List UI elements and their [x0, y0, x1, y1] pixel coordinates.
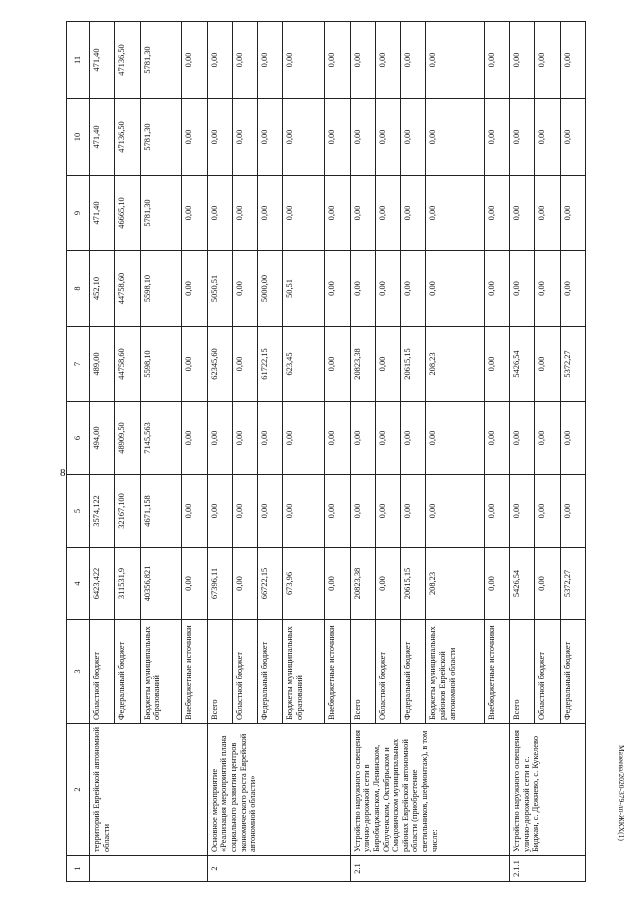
amount-cell: 0,00 [510, 22, 535, 99]
activity-name-cell: Устройство наружного освещения улично-дорожной сети в с. Биджан, с. Дежнево, с. Кукелево [510, 724, 586, 856]
page-number: 8 [60, 467, 66, 479]
funding-source-cell: Внебюджетные источники [325, 620, 350, 724]
amount-cell: 0,00 [207, 475, 232, 548]
amount-cell: 0,00 [484, 251, 509, 327]
item-number-cell: 2.1 [350, 856, 510, 882]
amount-cell: 0,00 [375, 99, 400, 176]
amount-cell: 311531,9 [115, 548, 140, 620]
amount-cell: 0,00 [232, 22, 257, 99]
table-row [350, 22, 375, 882]
funding-source-cell: Федеральный бюджет [258, 620, 283, 724]
amount-cell: 0,00 [325, 176, 350, 251]
amount-cell: 0,00 [484, 475, 509, 548]
amount-cell: 0,00 [325, 99, 350, 176]
header-cell: 9 [67, 176, 90, 251]
funding-source-cell: Внебюджетные источники [484, 620, 509, 724]
header-cell: 6 [67, 402, 90, 475]
amount-cell: 0,00 [232, 327, 257, 402]
amount-cell: 5781,30 [140, 176, 182, 251]
funding-source-cell: Федеральный бюджет [115, 620, 140, 724]
amount-cell: 0,00 [535, 99, 560, 176]
amount-cell: 0,00 [350, 99, 375, 176]
amount-cell: 0,00 [535, 327, 560, 402]
amount-cell: 0,00 [375, 176, 400, 251]
amount-cell: 0,00 [283, 402, 325, 475]
amount-cell: 0,00 [401, 99, 426, 176]
amount-cell: 0,00 [232, 548, 257, 620]
header-cell: 1 [67, 856, 90, 882]
amount-cell: 0,00 [258, 475, 283, 548]
header-cell: 4 [67, 548, 90, 620]
header-row [67, 22, 90, 882]
header-cell: 5 [67, 475, 90, 548]
funding-source-cell: Федеральный бюджет [560, 620, 585, 724]
amount-cell: 0,00 [325, 327, 350, 402]
amount-cell: 0,00 [325, 251, 350, 327]
amount-cell: 0,00 [510, 402, 535, 475]
amount-cell: 5781,30 [140, 22, 182, 99]
amount-cell: 0,00 [232, 402, 257, 475]
header-cell: 11 [67, 22, 90, 99]
amount-cell: 20823,38 [350, 548, 375, 620]
funding-source-cell: Всего [350, 620, 375, 724]
amount-cell: 0,00 [232, 176, 257, 251]
amount-cell: 47136,50 [115, 22, 140, 99]
amount-cell: 3574,122 [90, 475, 115, 548]
amount-cell: 44758,60 [115, 251, 140, 327]
amount-cell: 0,00 [350, 402, 375, 475]
amount-cell: 0,00 [182, 176, 207, 251]
amount-cell: 0,00 [484, 402, 509, 475]
amount-cell: 4671,158 [140, 475, 182, 548]
item-number-cell [90, 856, 208, 882]
amount-cell: 0,00 [325, 475, 350, 548]
amount-cell: 0,00 [426, 402, 485, 475]
amount-cell: 0,00 [232, 475, 257, 548]
amount-cell: 0,00 [375, 475, 400, 548]
funding-source-cell: Бюджеты муниципальных образований [283, 620, 325, 724]
amount-cell: 0,00 [510, 99, 535, 176]
amount-cell: 0,00 [560, 176, 585, 251]
amount-cell: 67396,11 [207, 548, 232, 620]
document-footer-code: Мазеева/2020-379-лп-ЖКХ(1) [617, 745, 626, 841]
amount-cell: 0,00 [182, 251, 207, 327]
amount-cell: 0,00 [401, 176, 426, 251]
amount-cell: 0,00 [401, 251, 426, 327]
amount-cell: 0,00 [401, 475, 426, 548]
amount-cell: 0,00 [375, 402, 400, 475]
amount-cell: 0,00 [535, 251, 560, 327]
amount-cell: 0,00 [182, 548, 207, 620]
amount-cell: 0,00 [535, 176, 560, 251]
amount-cell: 0,00 [182, 402, 207, 475]
activity-name-cell: Основное мероприятие «Реализация мероприятий плана социального развития центров экономического роста Еврейской автономной области» [207, 724, 350, 856]
amount-cell: 61722,15 [258, 327, 283, 402]
header-cell: 3 [67, 620, 90, 724]
amount-cell: 0,00 [325, 22, 350, 99]
amount-cell: 623,45 [283, 327, 325, 402]
amount-cell: 0,00 [535, 548, 560, 620]
funding-source-cell: Бюджеты муниципальных образований [140, 620, 182, 724]
amount-cell: 20823,38 [350, 327, 375, 402]
table-row [90, 22, 115, 882]
amount-cell: 0,00 [401, 402, 426, 475]
amount-cell: 0,00 [535, 475, 560, 548]
amount-cell: 0,00 [258, 176, 283, 251]
amount-cell: 0,00 [232, 99, 257, 176]
amount-cell: 0,00 [182, 475, 207, 548]
amount-cell: 0,00 [207, 22, 232, 99]
amount-cell: 0,00 [258, 22, 283, 99]
funding-source-cell: Областной бюджет [375, 620, 400, 724]
amount-cell: 0,00 [426, 176, 485, 251]
funding-source-cell: Бюджеты муниципальных районов Еврейской автономной области [426, 620, 485, 724]
activity-name-cell: Устройство наружного освещения улично-дорожной сети в Биробиджанском, Ленинском, Облученском, Октябрьском и Смидовичском муниципальных районах Еврейской автономной области (приобретение светильников, шефмонтаж), в том числе: [350, 724, 510, 856]
table-row [510, 22, 535, 882]
amount-cell: 5426,54 [510, 548, 535, 620]
amount-cell: 0,00 [484, 22, 509, 99]
amount-cell: 0,00 [375, 251, 400, 327]
amount-cell: 0,00 [258, 99, 283, 176]
amount-cell: 62345,60 [207, 327, 232, 402]
funding-source-cell: Всего [207, 620, 232, 724]
amount-cell: 40356,821 [140, 548, 182, 620]
amount-cell: 0,00 [510, 475, 535, 548]
amount-cell: 0,00 [560, 22, 585, 99]
amount-cell: 0,00 [207, 176, 232, 251]
amount-cell: 7145,563 [140, 402, 182, 475]
amount-cell: 0,00 [283, 475, 325, 548]
amount-cell: 0,00 [207, 402, 232, 475]
amount-cell: 0,00 [401, 22, 426, 99]
amount-cell: 0,00 [375, 548, 400, 620]
amount-cell: 66722,15 [258, 548, 283, 620]
rotated-table-container [66, 22, 586, 882]
amount-cell: 0,00 [426, 22, 485, 99]
amount-cell: 208,23 [426, 327, 485, 402]
funding-source-cell: Внебюджетные источники [182, 620, 207, 724]
amount-cell: 32167,100 [115, 475, 140, 548]
amount-cell: 5598,10 [140, 327, 182, 402]
amount-cell: 452,10 [90, 251, 115, 327]
amount-cell: 0,00 [258, 402, 283, 475]
header-cell: 2 [67, 724, 90, 856]
item-number-cell: 2 [207, 856, 350, 882]
amount-cell: 5598,10 [140, 251, 182, 327]
amount-cell: 489,00 [90, 327, 115, 402]
amount-cell: 0,00 [283, 22, 325, 99]
header-cell: 8 [67, 251, 90, 327]
amount-cell: 5372,27 [560, 327, 585, 402]
amount-cell: 0,00 [510, 251, 535, 327]
amount-cell: 5372,27 [560, 548, 585, 620]
amount-cell: 5781,30 [140, 99, 182, 176]
amount-cell: 0,00 [182, 99, 207, 176]
header-cell: 7 [67, 327, 90, 402]
amount-cell: 0,00 [232, 251, 257, 327]
amount-cell: 0,00 [560, 475, 585, 548]
amount-cell: 47136,50 [115, 99, 140, 176]
amount-cell: 5050,51 [207, 251, 232, 327]
amount-cell: 0,00 [350, 475, 375, 548]
amount-cell: 0,00 [484, 327, 509, 402]
amount-cell: 0,00 [426, 475, 485, 548]
amount-cell: 0,00 [535, 22, 560, 99]
amount-cell: 0,00 [375, 22, 400, 99]
amount-cell: 5426,54 [510, 327, 535, 402]
amount-cell: 208,23 [426, 548, 485, 620]
amount-cell: 20615,15 [401, 548, 426, 620]
table-row [207, 22, 232, 882]
funding-source-cell: Всего [510, 620, 535, 724]
amount-cell: 48909,50 [115, 402, 140, 475]
amount-cell: 0,00 [283, 176, 325, 251]
amount-cell: 0,00 [325, 402, 350, 475]
amount-cell: 0,00 [426, 99, 485, 176]
amount-cell: 0,00 [484, 176, 509, 251]
amount-cell: 0,00 [560, 251, 585, 327]
amount-cell: 471,40 [90, 99, 115, 176]
amount-cell: 6423,422 [90, 548, 115, 620]
amount-cell: 50,51 [283, 251, 325, 327]
funding-source-cell: Областной бюджет [90, 620, 115, 724]
amount-cell: 0,00 [283, 99, 325, 176]
amount-cell: 673,96 [283, 548, 325, 620]
amount-cell: 20615,15 [401, 327, 426, 402]
amount-cell: 494,00 [90, 402, 115, 475]
amount-cell: 0,00 [484, 99, 509, 176]
amount-cell: 44758,60 [115, 327, 140, 402]
amount-cell: 0,00 [350, 251, 375, 327]
amount-cell: 0,00 [560, 99, 585, 176]
amount-cell: 0,00 [325, 548, 350, 620]
funding-source-cell: Федеральный бюджет [401, 620, 426, 724]
amount-cell: 0,00 [207, 99, 232, 176]
amount-cell: 0,00 [426, 251, 485, 327]
amount-cell: 0,00 [510, 176, 535, 251]
amount-cell: 0,00 [182, 22, 207, 99]
amount-cell: 0,00 [560, 402, 585, 475]
activity-name-cell: территорий Еврейской автономной области [90, 724, 208, 856]
amount-cell: 5000,00 [258, 251, 283, 327]
amount-cell: 0,00 [484, 548, 509, 620]
item-number-cell: 2.1.1 [510, 856, 586, 882]
amount-cell: 0,00 [375, 327, 400, 402]
amount-cell: 0,00 [350, 22, 375, 99]
amount-cell: 471,40 [90, 22, 115, 99]
amount-cell: 471,40 [90, 176, 115, 251]
table-body [90, 22, 586, 882]
header-cell: 10 [67, 99, 90, 176]
amount-cell: 0,00 [182, 327, 207, 402]
funding-source-cell: Областной бюджет [535, 620, 560, 724]
amount-cell: 46665,10 [115, 176, 140, 251]
amount-cell: 0,00 [535, 402, 560, 475]
budget-table [66, 21, 586, 882]
amount-cell: 0,00 [350, 176, 375, 251]
funding-source-cell: Областной бюджет [232, 620, 257, 724]
